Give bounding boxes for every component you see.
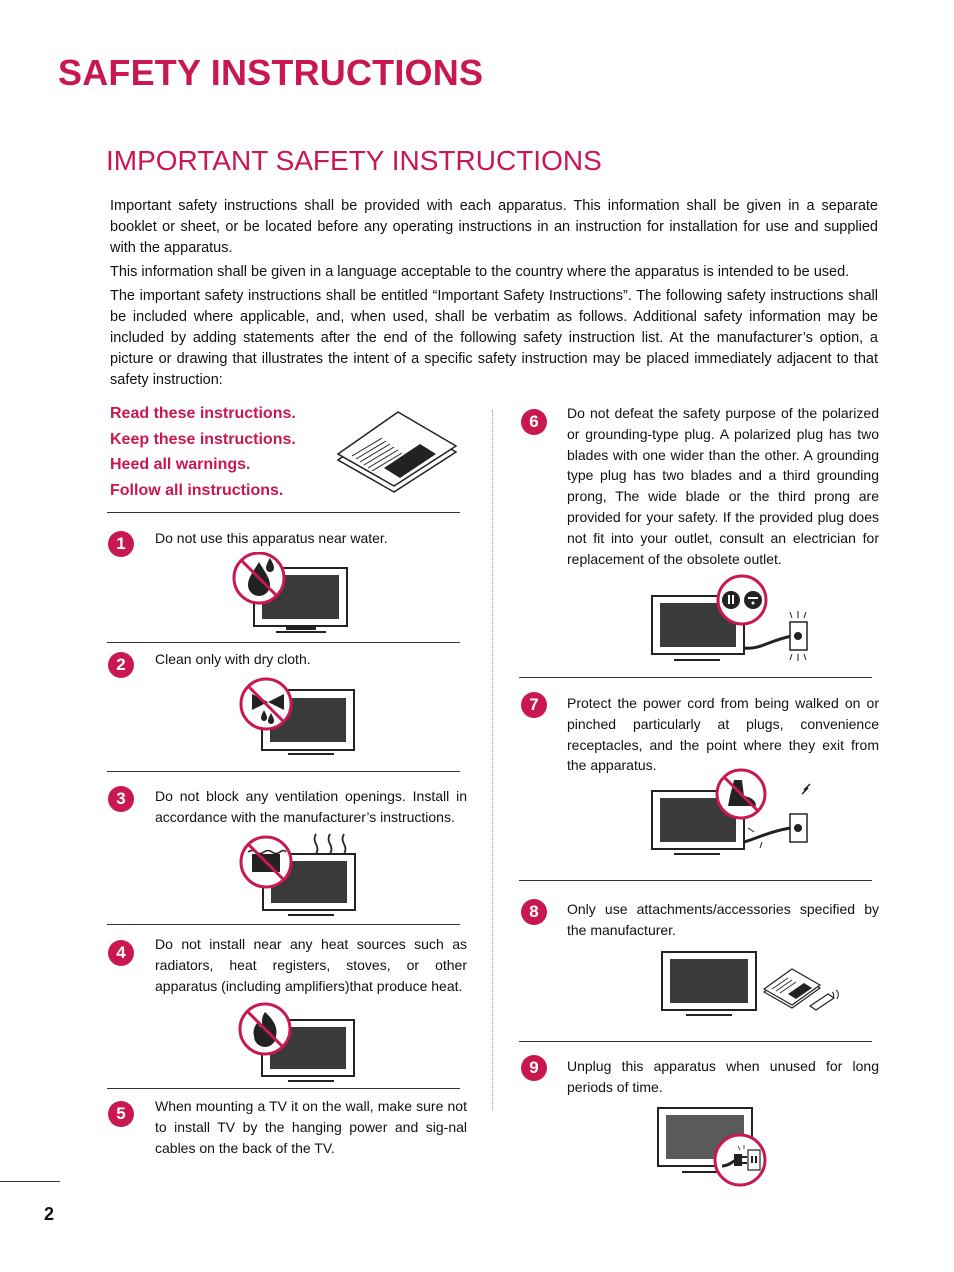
item-number-badge: 5: [108, 1101, 134, 1127]
item-text: When mounting a TV it on the wall, make sure not to install TV by the hanging power and sig-nal cables on the back of the TV.: [155, 1098, 467, 1156]
divider: [107, 1088, 460, 1089]
no-block-vent-tv-icon: [238, 830, 358, 918]
read-list-item: Heed all warnings.: [110, 456, 251, 474]
item-text: Clean only with dry cloth.: [155, 651, 311, 667]
read-instructions-list: [110, 401, 296, 504]
page-title: SAFETY INSTRUCTIONS: [58, 52, 484, 93]
footer-rule: [0, 1181, 60, 1182]
intro-paragraph-3: The important safety instructions shall be entitled “Important Safety Instructions”. The following safety instructions shall be included where applicable, and, when used, shall be verbatim as follows. Additional safety information may be included by adding statements after the end of the following safety instruction list. At the manufacturer’s option, a picture or drawing that illustrates the intent of a specific safety instruction may be placed immediately adjacent to that safety instruction:: [110, 288, 878, 388]
item-number-badge: 8: [521, 899, 547, 925]
item-number-badge: 7: [521, 692, 547, 718]
column-divider: [492, 410, 493, 1110]
divider: [519, 1041, 872, 1042]
divider: [107, 512, 460, 513]
item-text: Do not block any ventilation openings. Install in accordance with the manufacturer’s instructions.: [155, 788, 467, 825]
divider: [107, 771, 460, 772]
no-water-tv-icon: [232, 552, 350, 634]
divider: [107, 924, 460, 925]
item-number-badge: 1: [108, 531, 134, 557]
no-fire-tv-icon: [238, 1000, 358, 1084]
divider: [519, 880, 872, 881]
item-text: Do not use this apparatus near water.: [155, 530, 388, 546]
no-spray-tv-icon: [238, 674, 358, 756]
item-text: Unplug this apparatus when unused for long periods of time.: [567, 1058, 879, 1095]
intro-paragraph-2: This information shall be given in a language acceptable to the country where the apparatus is intended to be used.: [110, 264, 850, 280]
item-text: Do not install near any heat sources such as radiators, heat registers, stoves, or other apparatus (including amplifiers)that produce heat.: [155, 936, 467, 994]
item-text: Only use attachments/accessories specified by the manufacturer.: [567, 901, 879, 938]
unplug-tv-icon: [656, 1106, 772, 1188]
read-list-item: Read these instructions.: [110, 405, 296, 422]
item-number-badge: 6: [521, 409, 547, 435]
no-step-cord-tv-icon: [650, 766, 814, 858]
read-list-item: Keep these instructions.: [110, 430, 296, 448]
divider: [519, 677, 872, 678]
divider: [107, 642, 460, 643]
section-title: IMPORTANT SAFETY INSTRUCTIONS: [106, 145, 602, 176]
item-number-badge: 4: [108, 940, 134, 966]
item-number-badge: 3: [108, 786, 134, 812]
item-number-badge: 9: [521, 1055, 547, 1081]
accessories-tv-icon: [660, 950, 842, 1018]
manual-book-icon: [334, 410, 458, 494]
intro-paragraph-1: Important safety instructions shall be provided with each apparatus. This information shall be given in a separate booklet or sheet, or be located before any operating instructions in an instruction for installation for use and supplied with the apparatus.: [110, 198, 878, 256]
polarized-plug-tv-icon: [650, 574, 814, 664]
item-number-badge: 2: [108, 652, 134, 678]
item-text: Protect the power cord from being walked on or pinched particularly at plugs, convenience receptacles, and the point where they exit from the apparatus.: [567, 695, 879, 774]
read-list-item: Follow all instructions.: [110, 482, 284, 500]
item-text: Do not defeat the safety purpose of the polarized or grounding-type plug. A polarized plug has two blades with one wider than the other. A grounding type plug has two blades and a third grounding prong, The wide blade or the third prong are provided for your safety. If the provided plug does not fit into your outlet, consult an electrician for replacement of the obsolete outlet.: [567, 405, 879, 567]
page-number: 2: [44, 1204, 55, 1224]
